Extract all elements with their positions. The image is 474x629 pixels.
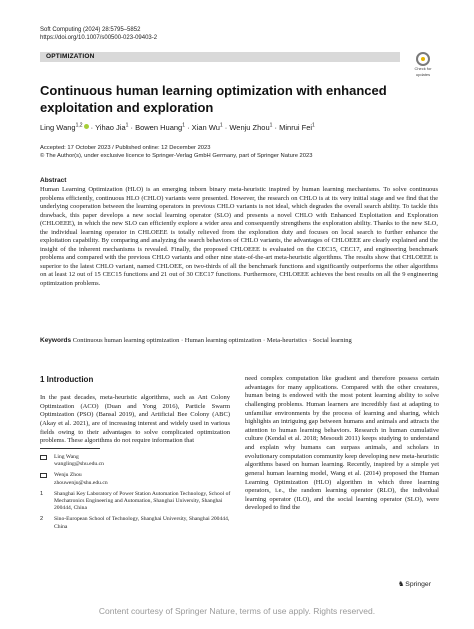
author-name[interactable]: Yihao Jia bbox=[95, 123, 126, 132]
author-name[interactable]: Xian Wu bbox=[191, 123, 220, 132]
section-label: OPTIMIZATION bbox=[46, 53, 95, 60]
courtesy-notice: Content courtesy of Springer Nature, terms of use apply. Rights reserved. bbox=[98, 606, 376, 616]
corresponding-author-1 bbox=[40, 454, 232, 468]
introduction-heading: 1 Introduction bbox=[40, 375, 94, 384]
author-affiliation-mark: 1 bbox=[219, 122, 223, 129]
section-banner bbox=[40, 52, 400, 62]
author-separator: · bbox=[222, 123, 230, 132]
author-affiliation-mark: 1,2 bbox=[75, 122, 83, 129]
copyright-line: © The Author(s), under exclusive licence to Springer-Verlag GmbH Germany, part of Springer Nature 2023 bbox=[40, 153, 313, 159]
journal-citation: Soft Computing (2024) 28:5795–5852 bbox=[40, 27, 141, 33]
keywords-line bbox=[40, 337, 438, 345]
publisher-mark bbox=[398, 580, 431, 588]
abstract-heading: Abstract bbox=[40, 177, 67, 184]
author-name[interactable]: Wenju Zhou bbox=[229, 123, 270, 132]
author-separator: · bbox=[272, 123, 280, 132]
corresponding-email[interactable]: zhouwenju@shu.edu.cn bbox=[54, 479, 108, 486]
author-affiliation-mark: 1 bbox=[182, 122, 185, 129]
footnotes bbox=[40, 454, 232, 535]
abstract-body: Human Learning Optimization (HLO) is an emerging inborn binary meta-heuristic inspired by human learning mechanisms. To solve continuous problems efficiently, continuous HLO (CHLO) variants were presented. However, the research on CHLO is at its very initial stage and we find that the underlying cooperation between the learning operators in previous CHLO variants is not ideal, which degrades the overall search ability. To tackle this drawback, this paper develops a new social learning operator (SLO) and presents a novel CHLO with Enhanced Exploitation and Exploration (CHLOEEE), in which the new SLO can efficiently explore a wider area and consequently strengthens the exploration ability. Thanks to the new SLO, the individual learning operator in CHLOEEE is totally relieved from the exploration duty and focuses on local search to further enhance the exploitation capability. By comparing and analyzing the search behaviors of CHLO variants, the advantages of CHLOEEE are clearly explained and the insight of the inherent mechanisms is revealed. Finally, the proposed CHLOEEE is evaluated on the CEC15, CEC17, and engineering benchmark problems and compared with the previous CHLO variants and other nine state-of-the-art meta-heuristic algorithms. The results show that CHLOEEE is superior to the latest CHLO variant, named CHLOEE, on two-thirds of all the benchmark functions and significantly outperforms the other algorithms on at least 12 out of 15 CEC15 functions and 21 out of 30 CEC17 functions. Furthermore, CHLOEEE achieves the best results on all the 9 engineering optimization problems. bbox=[40, 186, 438, 288]
envelope-icon bbox=[40, 455, 47, 460]
author-separator: · bbox=[185, 123, 192, 132]
envelope-icon bbox=[40, 473, 47, 478]
author-affiliation-mark: 1 bbox=[312, 122, 315, 129]
check-label-1: Check for bbox=[414, 66, 432, 71]
corresponding-name: Wenju Zhou bbox=[54, 472, 82, 479]
affiliation-2 bbox=[40, 516, 232, 530]
affiliation-text: Shanghai Key Laboratory of Power Station Automation Technology, School of Mechatronics Engineering and Automation, Shanghai University, Shanghai 200444, China bbox=[54, 490, 231, 512]
journal-header bbox=[40, 26, 157, 42]
corresponding-name: Ling Wang bbox=[54, 454, 79, 460]
keywords-list: Continuous human learning optimization · Human learning optimization · Meta-heuristics · Social learning bbox=[72, 337, 352, 344]
author-name[interactable]: Ling Wang bbox=[40, 123, 76, 132]
author-affiliation-mark: 1 bbox=[125, 122, 129, 129]
author-separator: · bbox=[128, 123, 136, 132]
corresponding-author-2 bbox=[40, 472, 232, 486]
affiliation-text: Sino-European School of Technology, Shanghai University, Shanghai 200444, China bbox=[54, 516, 230, 530]
introduction-paragraph-left: In the past decades, meta-heuristic algorithms, such as Ant Colony Optimization (ACO) (Duan and Yong 2016), Particle Swarm Optimization (PSO) (Bansal 2019), and Artificial Bee Colony (ABC) (Akay et al. 2021), are of increasing interest and widely used in various fields owing to their advantages to solve complicated optimization problems. These algorithms do not require information that bbox=[40, 394, 230, 445]
author-name[interactable]: Bowen Huang bbox=[135, 123, 183, 132]
affiliation-1 bbox=[40, 491, 232, 513]
author-name[interactable]: Minrui Fei bbox=[279, 123, 313, 132]
author-separator: · bbox=[88, 123, 96, 132]
corresponding-email[interactable]: wangling@shu.edu.cn bbox=[54, 461, 104, 468]
paper-title: Continuous human learning optimization with enhanced exploitation and exploration bbox=[40, 83, 387, 115]
introduction-paragraph-right: need complex computation like gradient and therefore possess certain advantages for many applications. Compared with the other creatures, human being is endowed with the most potent learning ability to solve challenging problems. Human learners are incredibly fast at adapting to unfamiliar environments by the process of learning and sharing, which highlights an intriguing gap between humans and animals and attracts the attention to human learning behaviors. Research in human cumulative culture (Kendal et al. 2018; Mesoudi 2011) keeps studying to understand and explain why humans can surpass animals, and scholars in evolutionary computation community keep developing new meta-heuristic algorithms based on human learning. Recently, inspired by a simple yet general human learning model, Wang et al. (2014) proposed the Human Learning Optimization (HLO) algorithm in which three learning operators, i.e., the random learning operator (RLO), the individual learning operator (ILO), and the social learning operator (SLO), were developed to find the bbox=[245, 375, 439, 512]
footnote-rule bbox=[40, 448, 100, 449]
check-for-updates-badge[interactable] bbox=[410, 52, 436, 78]
check-label-2: updates bbox=[415, 71, 431, 77]
accepted-published: Accepted: 17 October 2023 / Published online: 12 December 2023 bbox=[40, 145, 211, 151]
left-column bbox=[40, 375, 230, 446]
doi-link[interactable]: https://doi.org/10.1007/s00500-023-09403-2 bbox=[40, 35, 158, 41]
affiliation-mark: 2 bbox=[40, 516, 44, 523]
right-column bbox=[245, 375, 439, 513]
keywords-label: Keywords bbox=[40, 337, 72, 344]
affiliation-mark: 1 bbox=[40, 490, 44, 497]
author-list bbox=[40, 123, 440, 133]
author-affiliation-mark: 1 bbox=[269, 122, 273, 129]
springer-horse-icon: ♞ bbox=[398, 581, 405, 588]
crossmark-icon bbox=[416, 52, 430, 66]
publication-dates bbox=[40, 144, 312, 160]
publisher-name: Springer bbox=[405, 581, 431, 588]
